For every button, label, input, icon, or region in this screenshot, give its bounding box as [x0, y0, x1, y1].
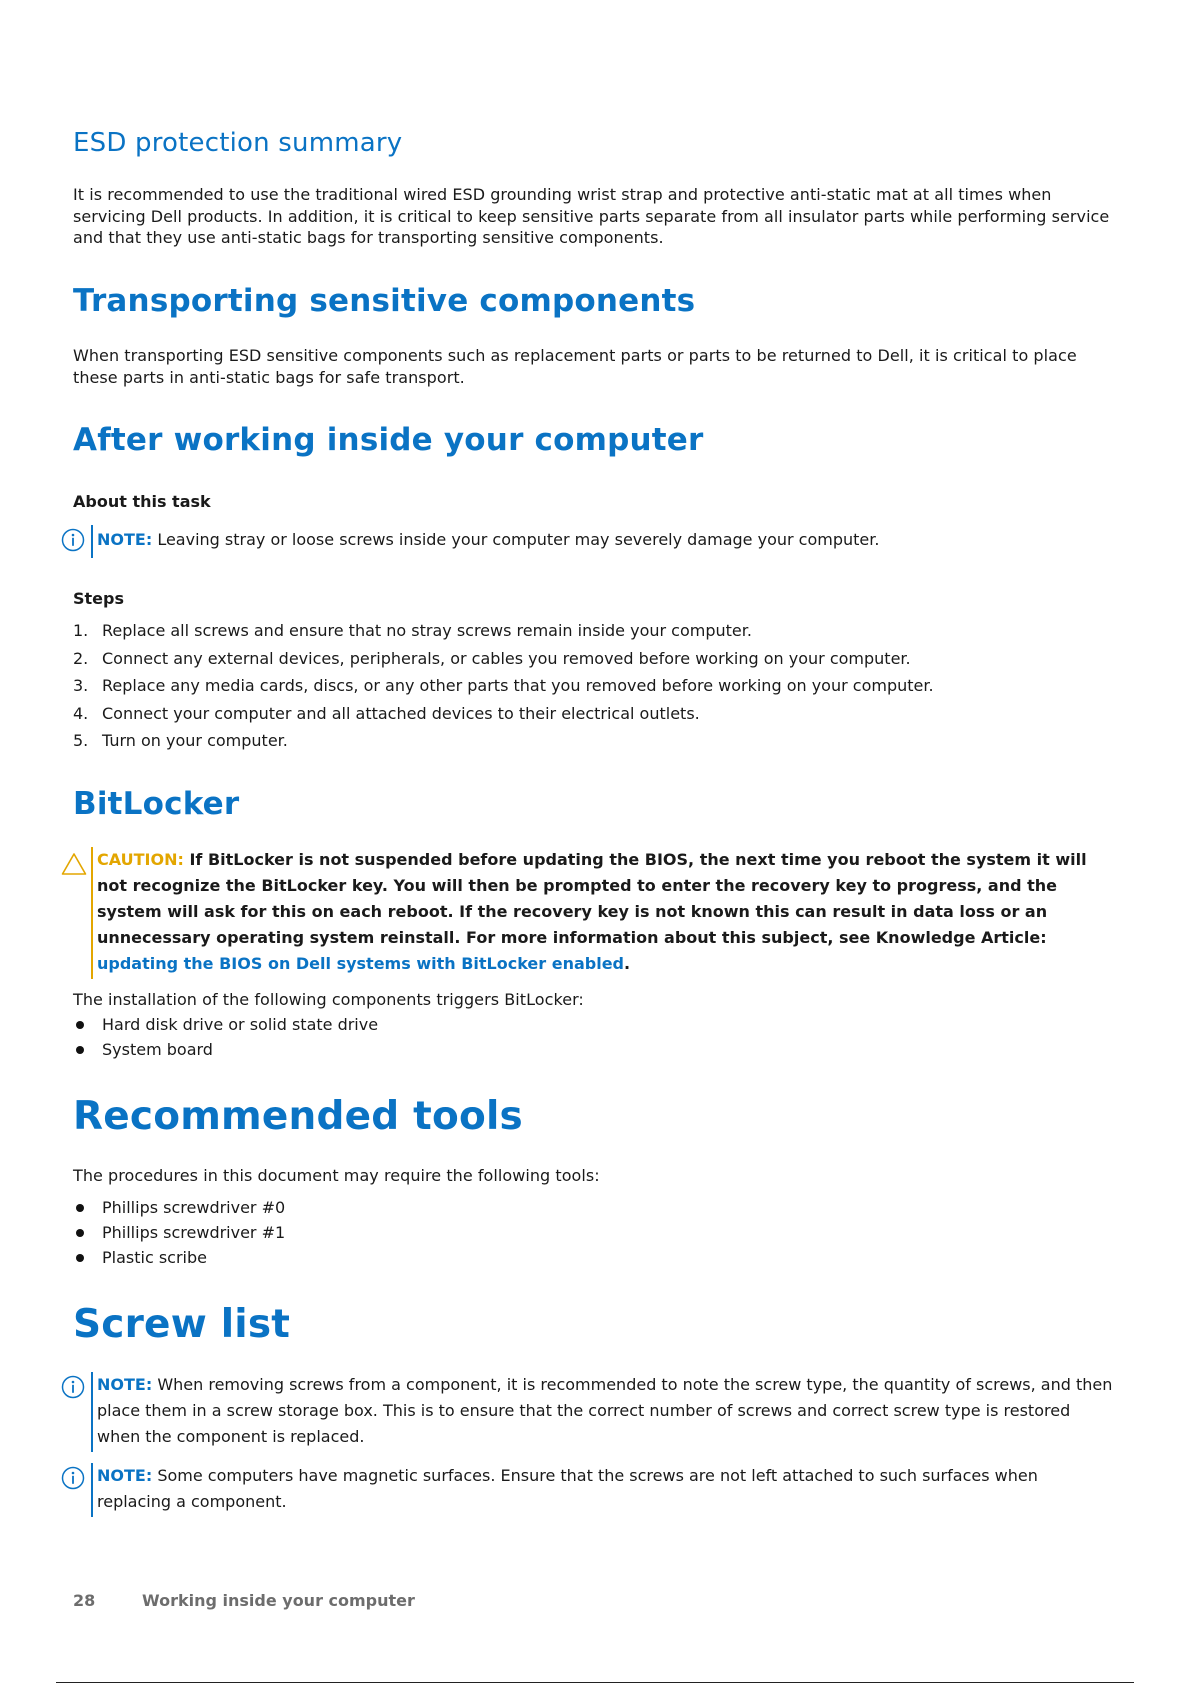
- transport-paragraph: When transporting ESD sensitive components such as replacement parts or parts to be returned to Dell, it is critical to place these parts in anti-static bags for safe transport.: [73, 346, 1077, 387]
- steps-label: Steps: [73, 589, 124, 608]
- note-tag: NOTE:: [97, 530, 153, 549]
- note-body: When removing screws from a component, it is recommended to note the screw type, the quantity of screws, and then place them in a screw storage box. This is to ensure that the correct number of screws and correct screw type is restored when the component is replaced.: [97, 1375, 1113, 1446]
- list-item: System board: [73, 1037, 1073, 1062]
- bitlocker-intro: The installation of the following components triggers BitLocker:: [73, 990, 584, 1009]
- caution-bar: [91, 847, 93, 979]
- about-task-label: About this task: [73, 492, 211, 511]
- caution-body: If BitLocker is not suspended before updating the BIOS, the next time you reboot the system it will not recognize the BitLocker key. You will then be prompted to enter the recovery key to progress, and the system will ask for this on each reboot. If the recovery key is not known this can result in data loss or an unnecessary operating system reinstall. For more information about this subject, see Knowledge Article:: [97, 850, 1087, 947]
- note-tag: NOTE:: [97, 1466, 153, 1485]
- note-stray-screws: [61, 525, 1113, 558]
- bitlocker-heading: BitLocker: [73, 786, 240, 822]
- note-bar: [91, 525, 93, 558]
- list-item: Plastic scribe: [73, 1245, 1073, 1270]
- list-item: 1. Replace all screws and ensure that no stray screws remain inside your computer.: [73, 621, 752, 640]
- footer-rule: [56, 1682, 1134, 1683]
- tools-list: [73, 1195, 1073, 1270]
- page-footer: [73, 1591, 415, 1610]
- list-item: 3. Replace any media cards, discs, or any other parts that you removed before working on your computer.: [73, 676, 934, 695]
- after-heading: After working inside your computer: [73, 422, 704, 458]
- caution-text: CAUTION: If BitLocker is not suspended before updating the BIOS, the next time you reboot the system it will not recognize the BitLocker key. You will then be prompted to enter the recovery key to progress, and the system will ask for this on each reboot. If the recovery key is not known this can result in data loss or an unnecessary operating system reinstall. For more information about this subject, see Knowledge Article: updating the BIOS on Dell systems with BitLocker enabled.: [97, 850, 1087, 973]
- page-number: 28: [73, 1591, 96, 1610]
- steps-list: [73, 617, 1073, 755]
- tools-heading: Recommended tools: [73, 1094, 523, 1139]
- bitlocker-list: [73, 1012, 1073, 1062]
- list-item: 2. Connect any external devices, peripherals, or cables you removed before working on your computer.: [73, 648, 911, 668]
- tools-intro: The procedures in this document may require the following tools:: [73, 1166, 600, 1185]
- note-text: [97, 1372, 1113, 1450]
- esd-heading: ESD protection summary: [73, 128, 403, 158]
- note-tag: NOTE:: [97, 1375, 153, 1394]
- note-text: [97, 1463, 1113, 1515]
- note-body: Leaving stray or loose screws inside your computer may severely damage your computer.: [152, 530, 880, 549]
- info-icon: [61, 1466, 85, 1490]
- note-bar: [91, 1372, 93, 1452]
- caution-bitlocker: [61, 847, 1113, 979]
- footer-section-title: Working inside your computer: [142, 1591, 415, 1610]
- list-item: 4. Connect your computer and all attached devices to their electrical outlets.: [73, 703, 700, 723]
- kb-article-link[interactable]: updating the BIOS on Dell systems with BitLocker enabled: [97, 954, 624, 973]
- note-magnetic-surfaces: [61, 1463, 1113, 1517]
- note-bar: [91, 1463, 93, 1517]
- caution-tag: CAUTION:: [97, 850, 184, 869]
- info-icon: [61, 528, 85, 552]
- screw-list-heading: Screw list: [73, 1302, 291, 1347]
- esd-paragraph: It is recommended to use the traditional wired ESD grounding wrist strap and protective anti-static mat at all times when servicing Dell products. In addition, it is critical to keep sensitive parts separate from all insulator parts while performing service and that they use anti-static bags for transporting sensitive components.: [73, 185, 1110, 247]
- note-body: Some computers have magnetic surfaces. Ensure that the screws are not left attached to such surfaces when replacing a component.: [97, 1466, 1038, 1511]
- warning-icon: [61, 852, 87, 876]
- list-item: Phillips screwdriver #1: [73, 1220, 1073, 1245]
- info-icon: [61, 1375, 85, 1399]
- note-text: [97, 527, 1113, 553]
- list-item: 5. Turn on your computer.: [73, 731, 288, 750]
- note-screw-storage: [61, 1372, 1113, 1452]
- transport-heading: Transporting sensitive components: [73, 283, 696, 319]
- list-item: Hard disk drive or solid state drive: [73, 1012, 1073, 1037]
- list-item: Phillips screwdriver #0: [73, 1195, 1073, 1220]
